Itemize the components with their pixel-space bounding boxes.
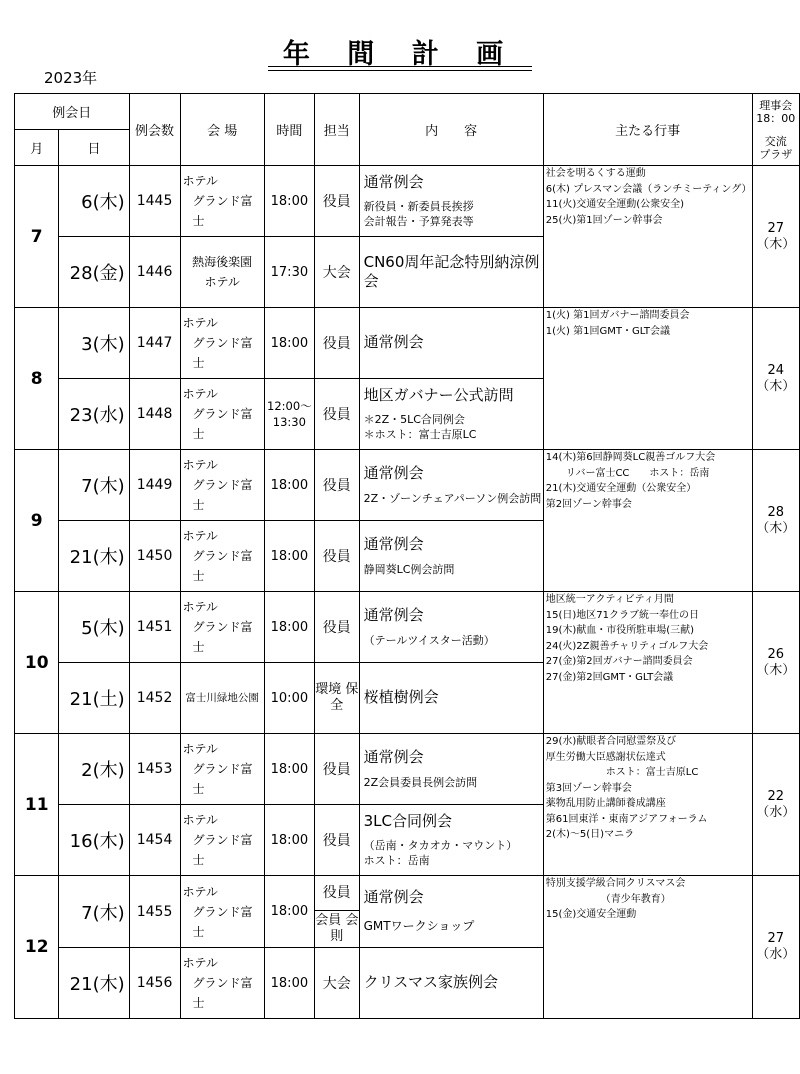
events-cell: [543, 450, 752, 592]
event-line: 27(金)第2回ガバナー諮問委員会: [545, 656, 693, 667]
events-cell: [543, 734, 752, 876]
day-cell: 23(水): [59, 379, 129, 450]
header-meeting-day: 例会日: [15, 94, 130, 130]
table-row: [15, 450, 800, 521]
event-line: 25(火)第1回ゾーン幹事会: [545, 214, 663, 226]
month-cell: 10: [15, 592, 59, 734]
board-cell: 28 （木）: [752, 450, 800, 592]
content-cell: 3LC合同例会 （岳南・タカオカ・マウント） ホスト：岳南: [359, 805, 543, 876]
person-cell: 役員: [314, 308, 359, 379]
time-cell: 18:00: [264, 450, 314, 521]
day-cell: 21(木): [59, 521, 129, 592]
day-cell: 2(木): [59, 734, 129, 805]
table-row: [15, 166, 800, 237]
time-cell: 10:00: [264, 663, 314, 734]
person-cell: 役員: [314, 734, 359, 805]
person-cell: 役員: [314, 592, 359, 663]
venue-cell: 富士川緑地公園: [180, 663, 264, 734]
event-line: 14(木)第6回静岡葵LC親善ゴルフ大会: [545, 452, 716, 463]
board-cell: 24 （木）: [752, 308, 800, 450]
event-line: 27(金)第2回GMT・GLT会議: [545, 671, 674, 683]
meeting-number: 1447: [129, 308, 180, 379]
day-cell: 21(木): [59, 948, 129, 1019]
meeting-number: 1448: [129, 379, 180, 450]
event-line: 6(木) プレスマン会議（ランチミーティング）: [545, 183, 752, 195]
table-row: [15, 592, 800, 663]
day-cell: 28(金): [59, 237, 129, 308]
event-line: 15(金)交通安全運動: [545, 909, 637, 920]
content-cell: 桜植樹例会: [359, 663, 543, 734]
content-cell: 通常例会 静岡葵LC例会訪問: [359, 521, 543, 592]
header-content: 内 容: [359, 94, 543, 166]
time-cell: 18:00: [264, 734, 314, 805]
board-cell: 22 （水）: [752, 734, 800, 876]
meeting-number: 1451: [129, 592, 180, 663]
board-cell: 27 （木）: [752, 166, 800, 308]
event-line: 社会を明るくする運動: [545, 168, 646, 179]
person-cell: 役員: [314, 379, 359, 450]
event-line: 薬物乱用防止講師養成講座: [545, 798, 666, 809]
person-cell: 大会: [314, 948, 359, 1019]
month-cell: 11: [15, 734, 59, 876]
month-cell: 7: [15, 166, 59, 308]
time-cell: 18:00: [264, 805, 314, 876]
person-cell: 大会: [314, 237, 359, 308]
venue-cell: ホテル グランド富士: [180, 734, 264, 805]
table-row: [15, 734, 800, 805]
event-line: 第61回東洋・東南アジアフォーラム: [545, 813, 708, 825]
meeting-number: 1452: [129, 663, 180, 734]
day-cell: 16(木): [59, 805, 129, 876]
events-cell: [543, 166, 752, 308]
time-cell: 18:00: [264, 948, 314, 1019]
header-count: 例会数: [129, 94, 180, 166]
header-day: 日: [59, 130, 129, 166]
meeting-number: 1449: [129, 450, 180, 521]
event-line: 19(木)献血・市役所駐車場(三献): [545, 625, 695, 636]
events-cell: [543, 308, 752, 450]
venue-cell: ホテル グランド富士: [180, 521, 264, 592]
event-line: （青少年教育）: [545, 893, 671, 905]
person-cell: 役員: [314, 166, 359, 237]
content-cell: 通常例会 GMTワークショップ: [359, 876, 543, 948]
meeting-number: 1453: [129, 734, 180, 805]
content-cell: 通常例会 新役員・新委員長挨拶 会計報告・予算発表等: [359, 166, 543, 237]
events-cell: [543, 592, 752, 734]
event-line: 地区統一アクティビティ月間: [545, 594, 674, 605]
board-cell: 27 （水）: [752, 876, 800, 1019]
event-line: 29(水)献眼者合同慰霊祭及び: [545, 736, 677, 747]
meeting-number: 1454: [129, 805, 180, 876]
person-cell: 役員: [314, 450, 359, 521]
venue-cell: ホテル グランド富士: [180, 450, 264, 521]
title-underline: [268, 66, 532, 67]
event-line: 24(火)2Z親善チャリティゴルフ大会: [545, 640, 709, 652]
header-venue: 会 場: [180, 94, 264, 166]
person-cell: 役員: [314, 805, 359, 876]
table-row: [15, 308, 800, 379]
content-cell: 通常例会: [359, 308, 543, 379]
meeting-number: 1456: [129, 948, 180, 1019]
page-title: 年 間 計 画: [282, 39, 518, 70]
time-cell: 18:00: [264, 308, 314, 379]
event-line: 15(日)地区71クラブ統一奉仕の日: [545, 609, 700, 621]
day-cell: 3(木): [59, 308, 129, 379]
event-line: 1(火) 第1回ガバナー諮問委員会: [545, 310, 690, 321]
person-cell: 環境 保全: [314, 663, 359, 734]
year-label: 2023年: [44, 69, 98, 87]
event-line: リバー富士CC ホスト：岳南: [545, 467, 710, 479]
event-line: 特別支援学級合同クリスマス会: [545, 878, 686, 889]
month-cell: 8: [15, 308, 59, 450]
month-cell: 9: [15, 450, 59, 592]
event-line: 第3回ゾーン幹事会: [545, 782, 632, 794]
table-row: [15, 876, 800, 948]
venue-cell: ホテル グランド富士: [180, 308, 264, 379]
meeting-number: 1446: [129, 237, 180, 308]
person-cell: 役員 会員 会則: [314, 876, 359, 948]
content-cell: 通常例会 2Z会員委員長例会訪問: [359, 734, 543, 805]
day-cell: 7(木): [59, 450, 129, 521]
event-line: 2(木)～5(日)マニラ: [545, 829, 635, 840]
annual-plan-table: [14, 93, 800, 1019]
day-cell: 7(木): [59, 876, 129, 948]
time-cell: 18:00: [264, 592, 314, 663]
venue-cell: ホテル グランド富士: [180, 948, 264, 1019]
day-cell: 5(木): [59, 592, 129, 663]
event-line: 1(火) 第1回GMT・GLT会議: [545, 325, 670, 337]
header-events: 主たる行事: [543, 94, 752, 166]
event-line: 第2回ゾーン幹事会: [545, 498, 632, 510]
event-line: 11(火)交通安全運動(公衆安全): [545, 199, 685, 210]
time-cell: 18:00: [264, 521, 314, 592]
title-underline-2: [268, 70, 532, 71]
time-cell: 12:00～ 13:30: [264, 379, 314, 450]
header-month: 月: [15, 130, 59, 166]
content-cell: 地区ガバナー公式訪問 ＊2Z・5LC合同例会 ＊ホスト：富士吉原LC: [359, 379, 543, 450]
meeting-number: 1445: [129, 166, 180, 237]
venue-cell: 熱海後楽園 ホテル: [180, 237, 264, 308]
events-cell: [543, 876, 752, 1019]
day-cell: 21(土): [59, 663, 129, 734]
day-cell: 6(木): [59, 166, 129, 237]
header-board: 理事会 18：00 交流 プラザ: [752, 94, 800, 166]
venue-cell: ホテル グランド富士: [180, 379, 264, 450]
event-line: 厚生労働大臣感謝状伝達式: [545, 751, 666, 763]
header-person: 担当: [314, 94, 359, 166]
person-cell: 役員: [314, 521, 359, 592]
event-line: 21(木)交通安全運動（公衆安全）: [545, 483, 697, 494]
event-line: ホスト：富士吉原LC: [545, 767, 699, 778]
time-cell: 17:30: [264, 237, 314, 308]
content-cell: 通常例会 （テールツイスター活動）: [359, 592, 543, 663]
time-cell: 18:00: [264, 876, 314, 948]
meeting-number: 1450: [129, 521, 180, 592]
venue-cell: ホテル グランド富士: [180, 166, 264, 237]
time-cell: 18:00: [264, 166, 314, 237]
meeting-number: 1455: [129, 876, 180, 948]
venue-cell: ホテル グランド富士: [180, 805, 264, 876]
content-cell: クリスマス家族例会: [359, 948, 543, 1019]
content-cell: CN60周年記念特別納涼例会: [359, 237, 543, 308]
venue-cell: ホテル グランド富士: [180, 876, 264, 948]
month-cell: 12: [15, 876, 59, 1019]
content-cell: 通常例会 2Z・ゾーンチェアパーソン例会訪問: [359, 450, 543, 521]
board-cell: 26 （木）: [752, 592, 800, 734]
venue-cell: ホテル グランド富士: [180, 592, 264, 663]
header-time: 時間: [264, 94, 314, 166]
